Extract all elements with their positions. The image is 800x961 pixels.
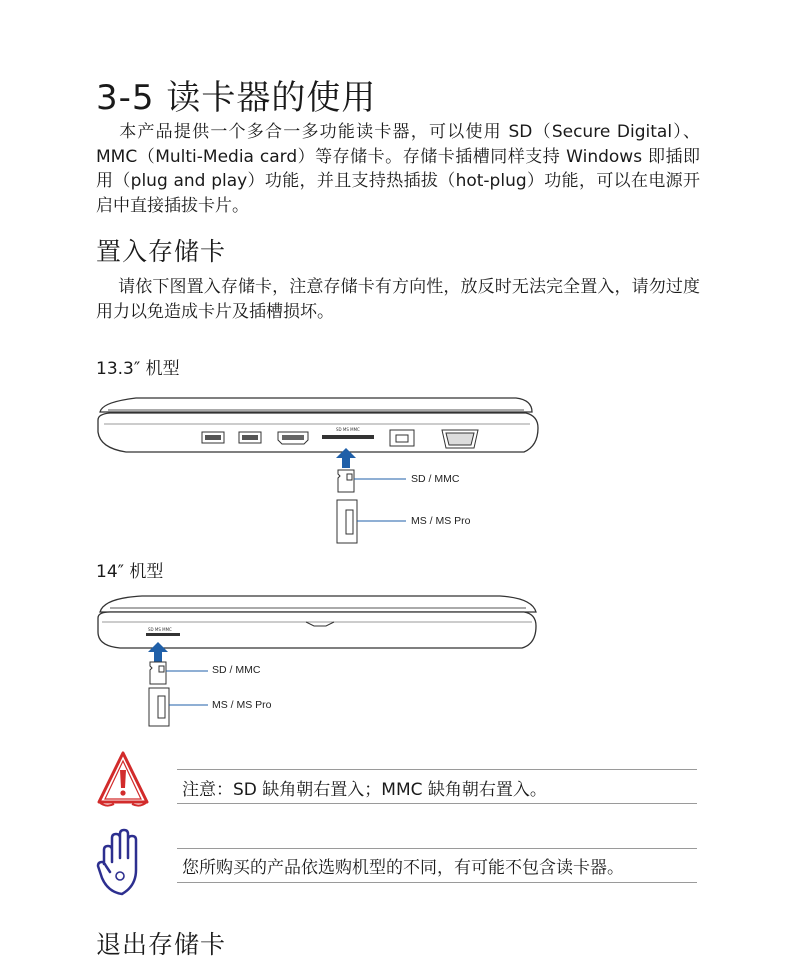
sd-mmc-label-14: SD / MMC <box>212 664 261 676</box>
sd-card-icon-14 <box>150 662 166 684</box>
insert-heading: 置入存储卡 <box>96 237 227 266</box>
sd-card-icon <box>338 470 354 492</box>
intro-text: 本产品提供一个多合一多功能读卡器，可以使用 SD（Secure Digital）、MMC（Multi-Media card）等存储卡。存储卡插槽同样支持 Windows 即插即用（plug and play）功能，并且支持热插拔（hot-plug）功能，可以在电源开启中直接插拔卡片。 <box>96 122 700 216</box>
figure-caption-14: 14″ 机型 <box>96 562 164 582</box>
note-hand-text: 您所购买的产品依选购机型的不同，有可能不包含读卡器。 <box>182 858 624 878</box>
insert-paragraph <box>96 275 700 324</box>
warning-icon <box>96 750 150 812</box>
ms-card-icon-14 <box>149 688 169 726</box>
ethernet-port-icon <box>390 430 414 446</box>
ms-label-14: MS / MS Pro <box>212 699 272 711</box>
sd-mmc-label-13: SD / MMC <box>411 473 460 485</box>
eject-heading: 退出存储卡 <box>96 930 227 959</box>
figure-caption-13: 13.3″ 机型 <box>96 359 180 379</box>
vga-port-icon <box>442 430 478 448</box>
note-rule-top-1 <box>177 769 697 770</box>
ms-label-13: MS / MS Pro <box>411 515 471 527</box>
note-rule-bottom-1 <box>177 803 697 804</box>
page-title: 3-5 读卡器的使用 <box>96 78 377 118</box>
intro-paragraph <box>96 120 700 218</box>
hdmi-port-icon <box>278 432 308 444</box>
laptop-14-side-diagram <box>96 592 546 732</box>
svg-text:SD MS MMC: SD MS MMC <box>336 427 360 432</box>
insert-text: 请依下图置入存储卡，注意存储卡有方向性，放反时无法完全置入，请勿过度用力以免造成卡片及插槽损坏。 <box>96 277 700 322</box>
note-warning-text: 注意：SD 缺角朝右置入；MMC 缺角朝右置入。 <box>182 780 547 800</box>
usb-port-icon <box>202 432 224 443</box>
svg-text:SD MS MMC: SD MS MMC <box>148 627 172 632</box>
usb-port-icon-2 <box>239 432 261 443</box>
laptop-13-side-diagram <box>96 390 546 550</box>
note-rule-top-2 <box>177 848 697 849</box>
hand-stop-icon <box>96 828 146 898</box>
note-rule-bottom-2 <box>177 882 697 883</box>
ms-card-icon <box>337 500 357 543</box>
